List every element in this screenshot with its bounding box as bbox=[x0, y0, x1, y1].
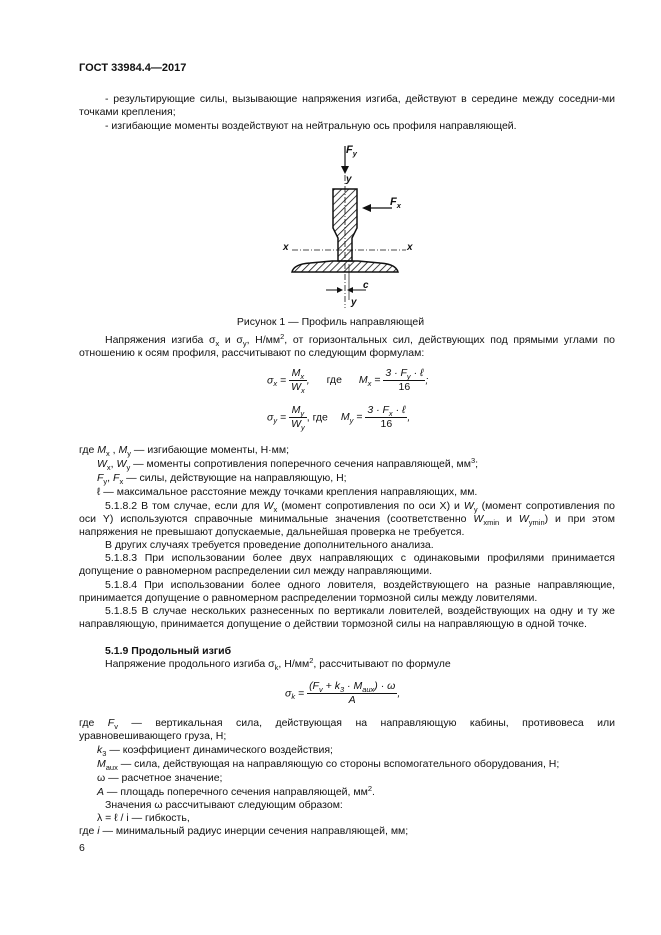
where2-6: Значения ω рассчитывают следующим образом: bbox=[105, 799, 343, 811]
formula-sigma-x: $\sigma_x$ = $\frac{M_x}{W_x}$ , где $M_x$ = $\frac{3 \cdot F_y \cdot \ell}{16}$ ; bbox=[267, 367, 429, 396]
where2-5: A — площадь поперечного сечения направляющей, $мм^2$. bbox=[97, 784, 375, 798]
bullet-2: - изгибающие моменты воздействуют на нейтральную ось профиля направляющей. bbox=[105, 120, 517, 132]
where-2: $W_x$, $W_y$ — моменты сопротивления поперечного сечения направляющей, $мм^3$; bbox=[97, 456, 479, 472]
where2-4: ω — расчетное значение; bbox=[97, 772, 223, 784]
fy-label: $F_y$ bbox=[346, 144, 357, 158]
where2-7: λ = ℓ / i — гибкость, bbox=[97, 812, 190, 824]
doc-header: ГОСТ 33984.4—2017 bbox=[79, 62, 187, 74]
where2-1: где $F_v$ — вертикальная сила, действующая на направляющую кабины, противовеса или уравновешивающего груза, Н; bbox=[79, 717, 615, 743]
para-5185: 5.1.8.5 В случае нескольких разнесенных по вертикали ловителей, воздействующих на одну и ту же направляющую, принимается допущение о действии тормозной силы на направляющую в одной точке. bbox=[79, 605, 615, 631]
page-number: 6 bbox=[79, 842, 85, 854]
formula-sigma-k: $\sigma_k$ = $\frac{(F_v + k_3 \cdot M_{aux}) \cdot \omega}{A}$ , bbox=[285, 680, 401, 707]
rail-profile-figure bbox=[270, 140, 420, 310]
x-left-label: x bbox=[283, 242, 289, 253]
y-bot-label: y bbox=[351, 297, 357, 308]
para-519: Напряжение продольного изгиба $\sigma_k$, $Н/мм^2$, рассчитывают по формуле bbox=[105, 656, 451, 672]
where-1: где $M_x$ , $M_y$ — изгибающие моменты, Н·мм; bbox=[79, 444, 290, 458]
where2-3: $M_{aux}$ — сила, действующая на направляющую со стороны вспомогательного оборудования, Н; bbox=[97, 758, 560, 772]
formula-sigma-y: $\sigma_y$ = $\frac{M_y}{W_y}$ , где $M_y$ = $\frac{3 \cdot F_x \cdot \ell}{16}$ , bbox=[267, 404, 411, 433]
para-5182: 5.1.8.2 В том случае, если для $W_x$ (момент сопротивления по оси X) и $W_y$ (момент сопротивления по оси Y) используются справочные минимальные значения (соответственно $W_{xmin}$ и $W_{ymin}$) и при этом напряжения не превышают допускаемые, дальнейшая проверка не требуется. bbox=[79, 500, 615, 539]
where2-2: $k_3$ — коэффициент динамического воздействия; bbox=[97, 744, 333, 758]
c-label: c bbox=[363, 280, 369, 291]
figure-caption: Рисунок 1 — Профиль направляющей bbox=[236, 316, 425, 328]
where2-8: где i — минимальный радиус инерции сечения направляющей, мм; bbox=[79, 825, 409, 837]
fx-label: $F_x$ bbox=[390, 196, 401, 210]
y-top-label: y bbox=[346, 174, 352, 185]
where-3: $F_y$, $F_x$ — силы, действующие на направляющую, Н; bbox=[97, 472, 347, 486]
bullet-1: - результирующие силы, вызывающие напряжения изгиба, действуют в середине между соседни-ми точками крепления; bbox=[79, 93, 615, 119]
para-5184: 5.1.8.4 При использовании более одного ловителя, воздействующего на разные направляющие, принимается допущение о равномерном распределении тормозной силы между ловителями. bbox=[79, 579, 615, 605]
x-right-label: x bbox=[407, 242, 413, 253]
section-5-1-9: 5.1.9 Продольный изгиб bbox=[105, 645, 232, 657]
para-bending: Напряжения изгиба $\sigma_x$ и $\sigma_y$, $Н/мм^2$, от горизонтальных сил, действующих под прямыми углами по отношению к осям профиля, рассчитывают по следующим формулам: bbox=[79, 332, 615, 360]
where-4: ℓ — максимальное расстояние между точками крепления направляющих, мм. bbox=[97, 486, 478, 498]
para-other: В других случаях требуется проведение дополнительного анализа. bbox=[105, 539, 434, 551]
para-5183: 5.1.8.3 При использовании более двух направляющих с одинаковыми профилями принимается допущение о равномерном распределении сил между направляющими. bbox=[79, 552, 615, 578]
